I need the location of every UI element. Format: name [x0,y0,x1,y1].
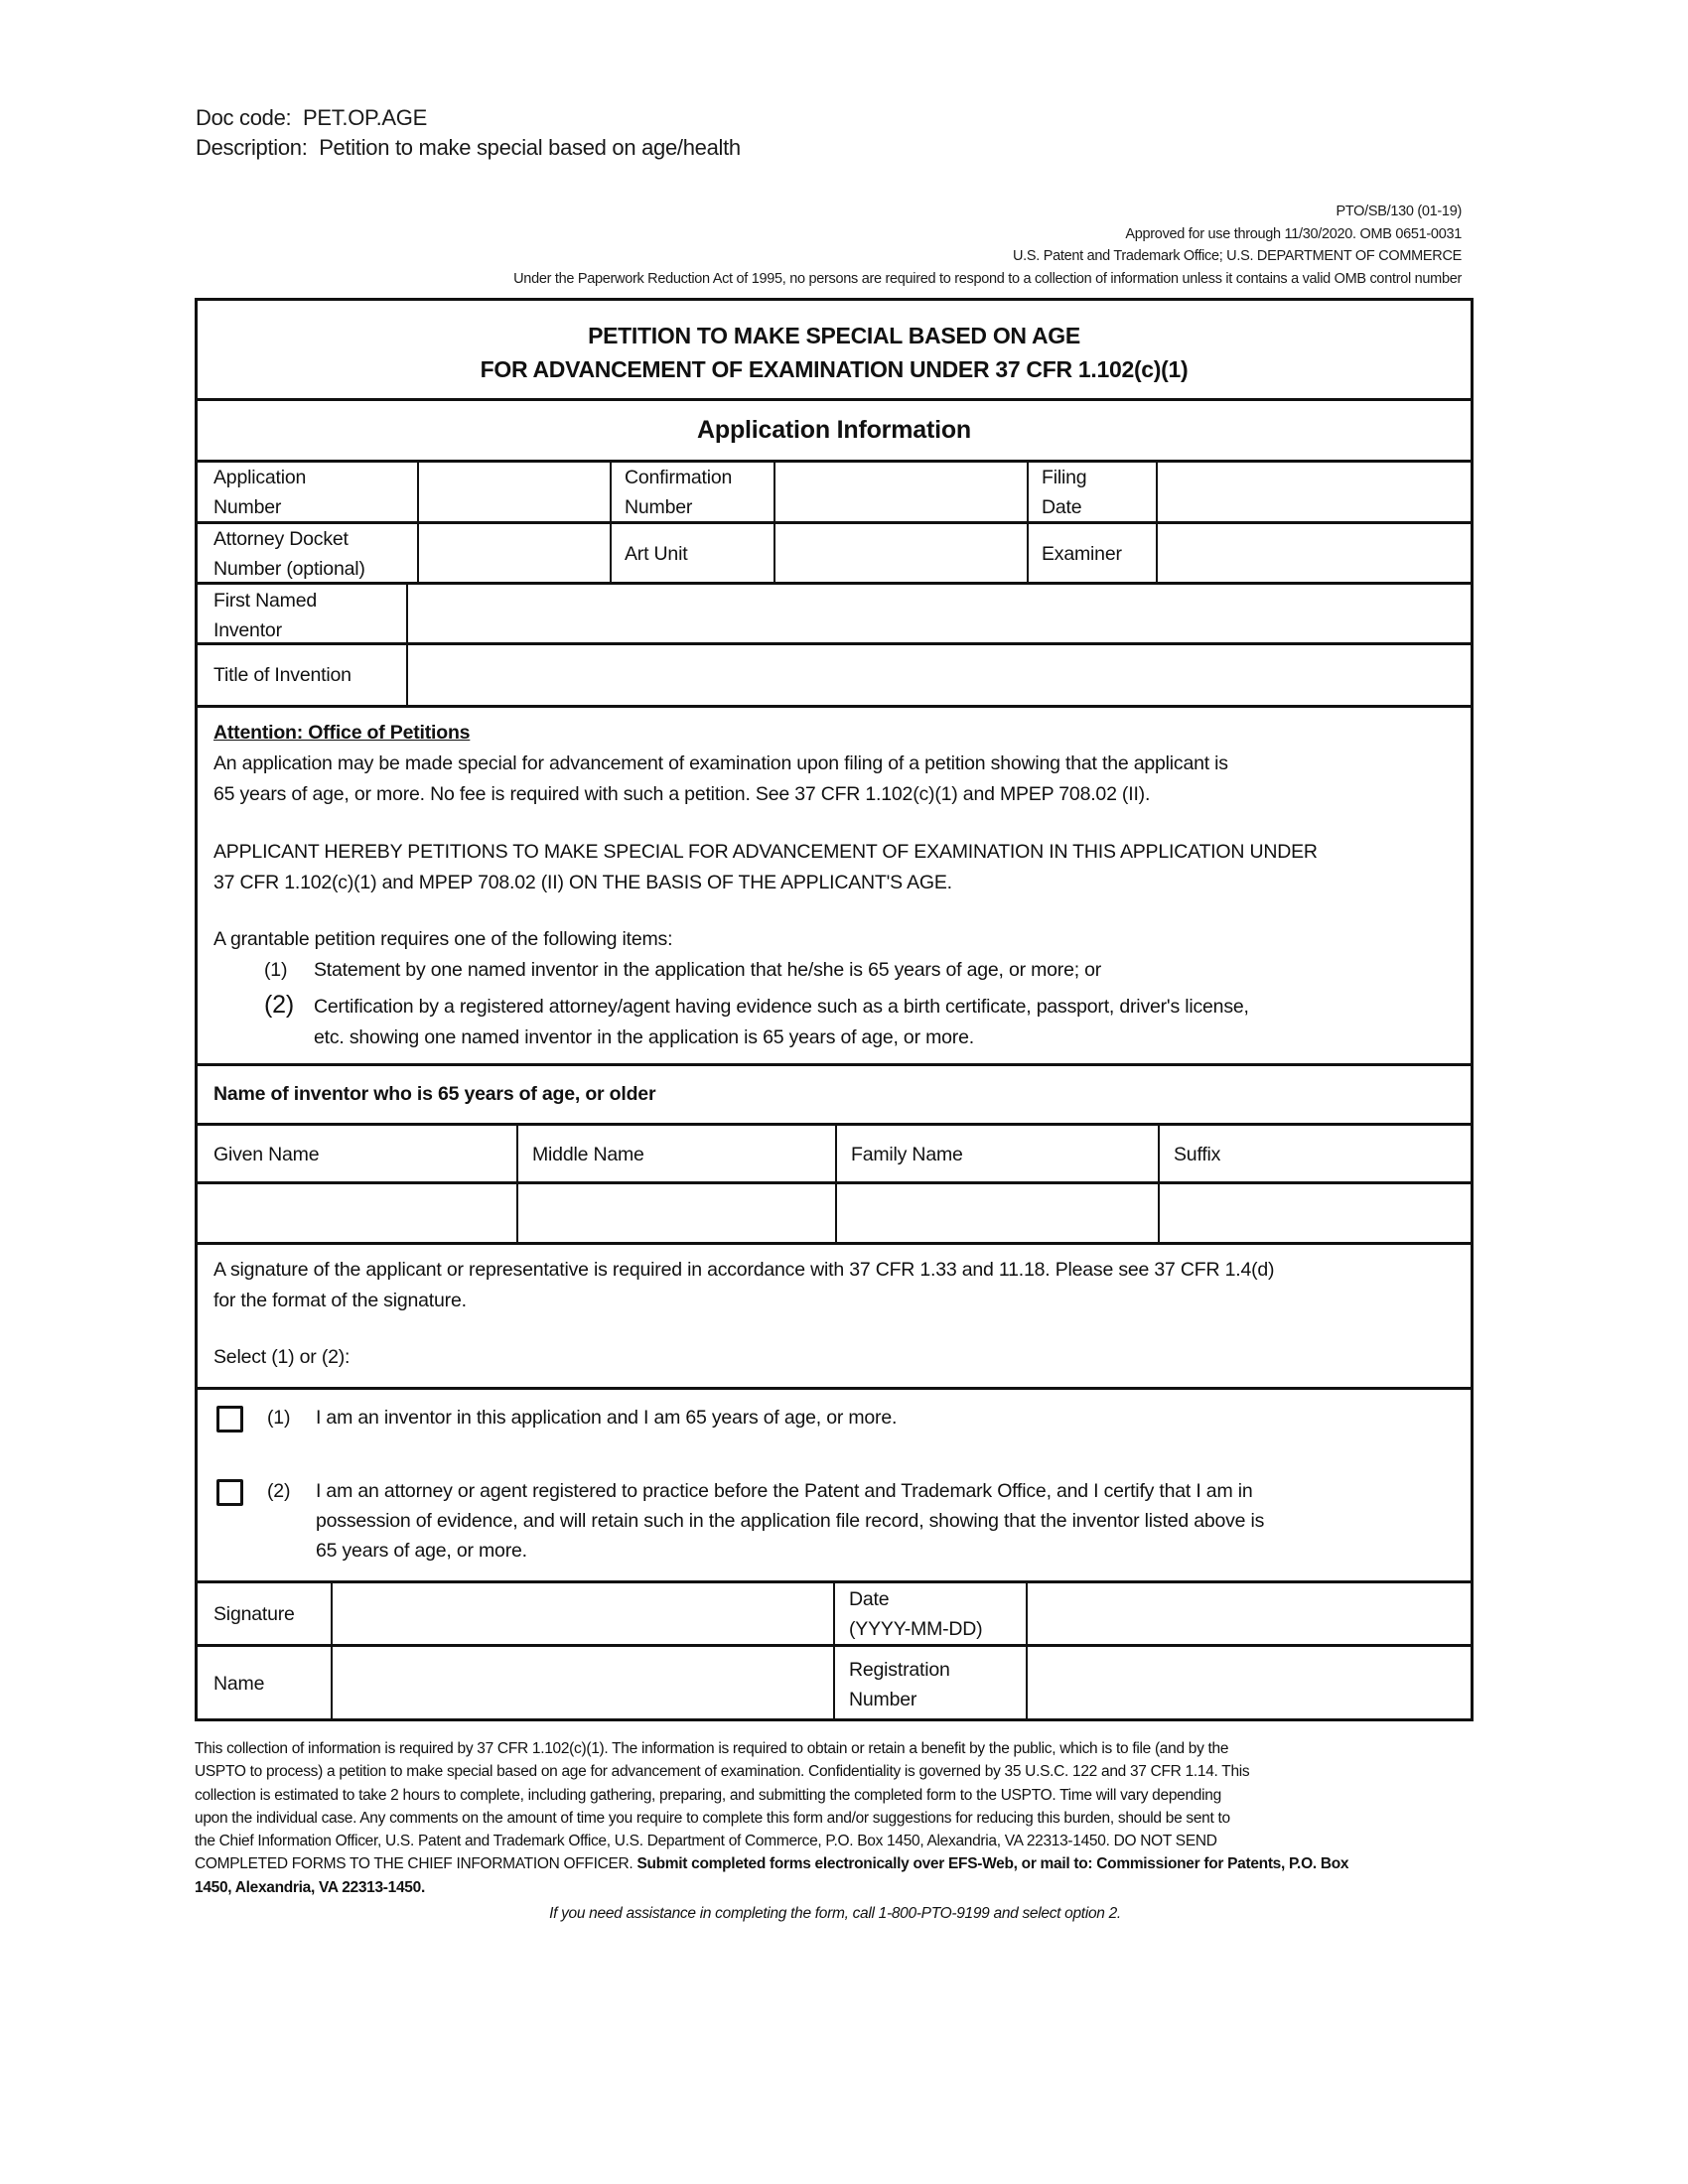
first-named-inventor-field[interactable] [410,586,1467,643]
divider [1158,1123,1160,1243]
submission-instructions: Submit completed forms electronically over EFS-Web, or mail to: Commissioner for Patents, P.O. Box [636,1855,1349,1873]
paperwork-notice: Under the Paperwork Reduction Act of 1995, no persons are required to respond to a collection of information unless it contains a valid OMB control number [513,270,1462,287]
confirmation-number-field[interactable] [776,463,1025,520]
assistance-note: If you need assistance in completing the form, call 1-800-PTO-9199 and select option 2. [549,1905,1121,1922]
signature-label: Signature [213,1603,295,1625]
signature-field[interactable] [337,1583,831,1643]
footer-line: the Chief Information Officer, U.S. Patent and Trademark Office, U.S. Department of Commerce, P.O. Box 1450, Alexandria, VA 22313-1450. DO NOT SEND [195,1833,1217,1850]
label-line: Number (optional) [213,558,365,580]
footer-line: USPTO to process) a petition to make special based on age for advancement of examination. Confidentiality is governed by 35 U.S.C. 122 and 37 CFR 1.14. This [195,1763,1250,1781]
label-line: Application [213,467,307,488]
divider [198,398,1471,401]
attorney-docket-label [213,524,365,584]
description-line [196,133,741,163]
divider [331,1580,333,1721]
burden-statement [195,1737,1476,1899]
label-line: Filing [1042,467,1087,488]
name-label: Name [213,1673,265,1695]
footer-line [195,1852,1476,1875]
description-label: Description: [196,135,308,160]
label-line: Date [1042,496,1082,518]
attention-section [213,718,1457,1053]
divider [1027,460,1029,583]
divider [198,1387,1471,1390]
family-name-header: Family Name [851,1144,963,1165]
label-line: Date [849,1588,890,1610]
given-name-field[interactable] [204,1184,511,1240]
petition-form [195,298,1474,1721]
attention-heading: Attention: Office of Petitions [213,722,471,744]
option-2-checkbox[interactable] [216,1479,243,1506]
approval-text: Approved for use through 11/30/2020. OMB 0651-0031 [1125,225,1462,242]
option-1-text: I am an inventor in this application and I am 65 years of age, or more. [316,1407,898,1429]
divider [198,1242,1471,1245]
attorney-docket-field[interactable] [420,524,609,582]
application-number-field[interactable] [420,463,609,520]
date-label [849,1584,982,1644]
divider [417,460,419,583]
doc-header [196,103,741,163]
divider [198,705,1471,708]
registration-number-label [849,1655,950,1714]
given-name-header: Given Name [213,1144,320,1165]
form-title-line1: PETITION TO MAKE SPECIAL BASED ON AGE [588,323,1080,348]
description-value: Petition to make special based on age/health [319,135,741,160]
notice-line: A signature of the applicant or representative is required in accordance with 37 CFR 1.33 and 11.18. Please see 37 CFR 1.4(d) [213,1259,1275,1281]
application-info-heading: Application Information [697,416,971,444]
divider [198,1063,1471,1066]
signature-notice [213,1255,1457,1373]
filing-date-field[interactable] [1159,463,1467,520]
option-2-number: (2) [267,1480,291,1502]
divider [610,460,612,583]
examiner-field[interactable] [1159,524,1467,582]
option-text-line: possession of evidence, and will retain such in the application file record, showing that the inventor listed above is [316,1510,1265,1532]
art-unit-label: Art Unit [625,543,688,565]
agency-text: U.S. Patent and Trademark Office; U.S. DEPARTMENT OF COMMERCE [1012,248,1462,264]
registration-number-field[interactable] [1032,1647,1467,1718]
attention-para2: APPLICANT HEREBY PETITIONS TO MAKE SPECIAL FOR ADVANCEMENT OF EXAMINATION IN THIS APPLICATION UNDER [213,841,1318,863]
submission-address: 1450, Alexandria, VA 22313-1450. [195,1878,425,1896]
attention-para2: 37 CFR 1.102(c)(1) and MPEP 708.02 (II) ON THE BASIS OF THE APPLICANT'S AGE. [213,872,952,893]
item-text: Certification by a registered attorney/agent having evidence such as a birth certificate, passport, driver's license, [314,996,1249,1018]
inventor-heading: Name of inventor who is 65 years of age, or older [213,1083,656,1105]
item-text: Statement by one named inventor in the application that he/she is 65 years of age, or more; or [314,959,1102,981]
application-number-label [213,463,306,522]
doc-code-line [196,103,741,133]
attention-para1: An application may be made special for advancement of examination upon filing of a petition showing that the applicant is [213,752,1228,774]
suffix-field[interactable] [1164,1184,1467,1240]
footer-line: collection is estimated to take 2 hours to complete, including gathering, preparing, and submitting the completed form to the USPTO. Time will vary depending [195,1786,1221,1804]
divider [774,460,775,583]
item-number: (1) [264,959,288,981]
date-field[interactable] [1032,1583,1467,1643]
label-line: Number [213,496,282,518]
label-line: First Named [213,590,317,612]
footer-line [195,1876,1476,1899]
divider [406,582,408,706]
divider [1156,460,1158,583]
divider [198,642,1471,645]
confirmation-number-label [625,463,732,522]
item-text: etc. showing one named inventor in the application is 65 years of age, or more. [314,1026,974,1048]
divider [516,1123,518,1243]
doc-code-label: Doc code: [196,105,292,130]
label-line: (YYYY-MM-DD) [849,1618,983,1640]
divider [835,1123,837,1243]
option-1-checkbox[interactable] [216,1406,243,1433]
requirement-item-2 [213,990,1457,1053]
form-meta [513,201,1462,290]
doc-code-value: PET.OP.AGE [302,105,427,130]
divider [833,1580,835,1721]
middle-name-header: Middle Name [532,1144,644,1165]
option-text-line: I am an attorney or agent registered to practice before the Patent and Trademark Office, and I certify that I am in [316,1480,1253,1502]
requirements-intro: A grantable petition requires one of the following items: [213,928,673,950]
label-line: Number [625,496,693,518]
option-text-line: 65 years of age, or more. [316,1540,527,1562]
requirement-item-1 [213,955,1457,986]
label-line: Number [849,1689,917,1710]
footer-line: This collection of information is required by 37 CFR 1.102(c)(1). The information is required to obtain or retain a benefit by the public, which is to file (and by the [195,1740,1229,1757]
suffix-header: Suffix [1174,1144,1221,1165]
middle-name-field[interactable] [522,1184,830,1240]
examiner-label: Examiner [1042,543,1122,565]
form-title [198,319,1471,386]
divider [1026,1580,1028,1721]
title-of-invention-field[interactable] [410,646,1467,704]
name-field[interactable] [337,1647,831,1718]
art-unit-field[interactable] [776,524,1025,582]
first-named-inventor-label [213,586,317,645]
footer-line: upon the individual case. Any comments on the amount of time you require to complete this form and/or suggestions for reducing this burden, should be sent to [195,1809,1230,1827]
family-name-field[interactable] [841,1184,1157,1240]
attention-para1: 65 years of age, or more. No fee is required with such a petition. See 37 CFR 1.102(c)(1) and MPEP 708.02 (II). [213,783,1151,805]
label-line: Attorney Docket [213,528,349,550]
divider [198,582,1471,585]
form-title-line2: FOR ADVANCEMENT OF EXAMINATION UNDER 37 CFR 1.102(c)(1) [480,356,1189,382]
option-2-text [316,1476,1461,1566]
select-instruction: Select (1) or (2): [213,1346,351,1368]
divider [198,1123,1471,1126]
option-1-number: (1) [267,1407,291,1429]
label-line: Registration [849,1659,950,1681]
label-line: Confirmation [625,467,733,488]
item-number: (2) [264,991,294,1019]
form-number: PTO/SB/130 (01-19) [1336,204,1462,219]
notice-line: for the format of the signature. [213,1290,467,1311]
footer-text: COMPLETED FORMS TO THE CHIEF INFORMATION OFFICER. [195,1855,637,1873]
filing-date-label [1042,463,1086,522]
title-of-invention-label: Title of Invention [213,664,352,686]
label-line: Inventor [213,619,282,641]
